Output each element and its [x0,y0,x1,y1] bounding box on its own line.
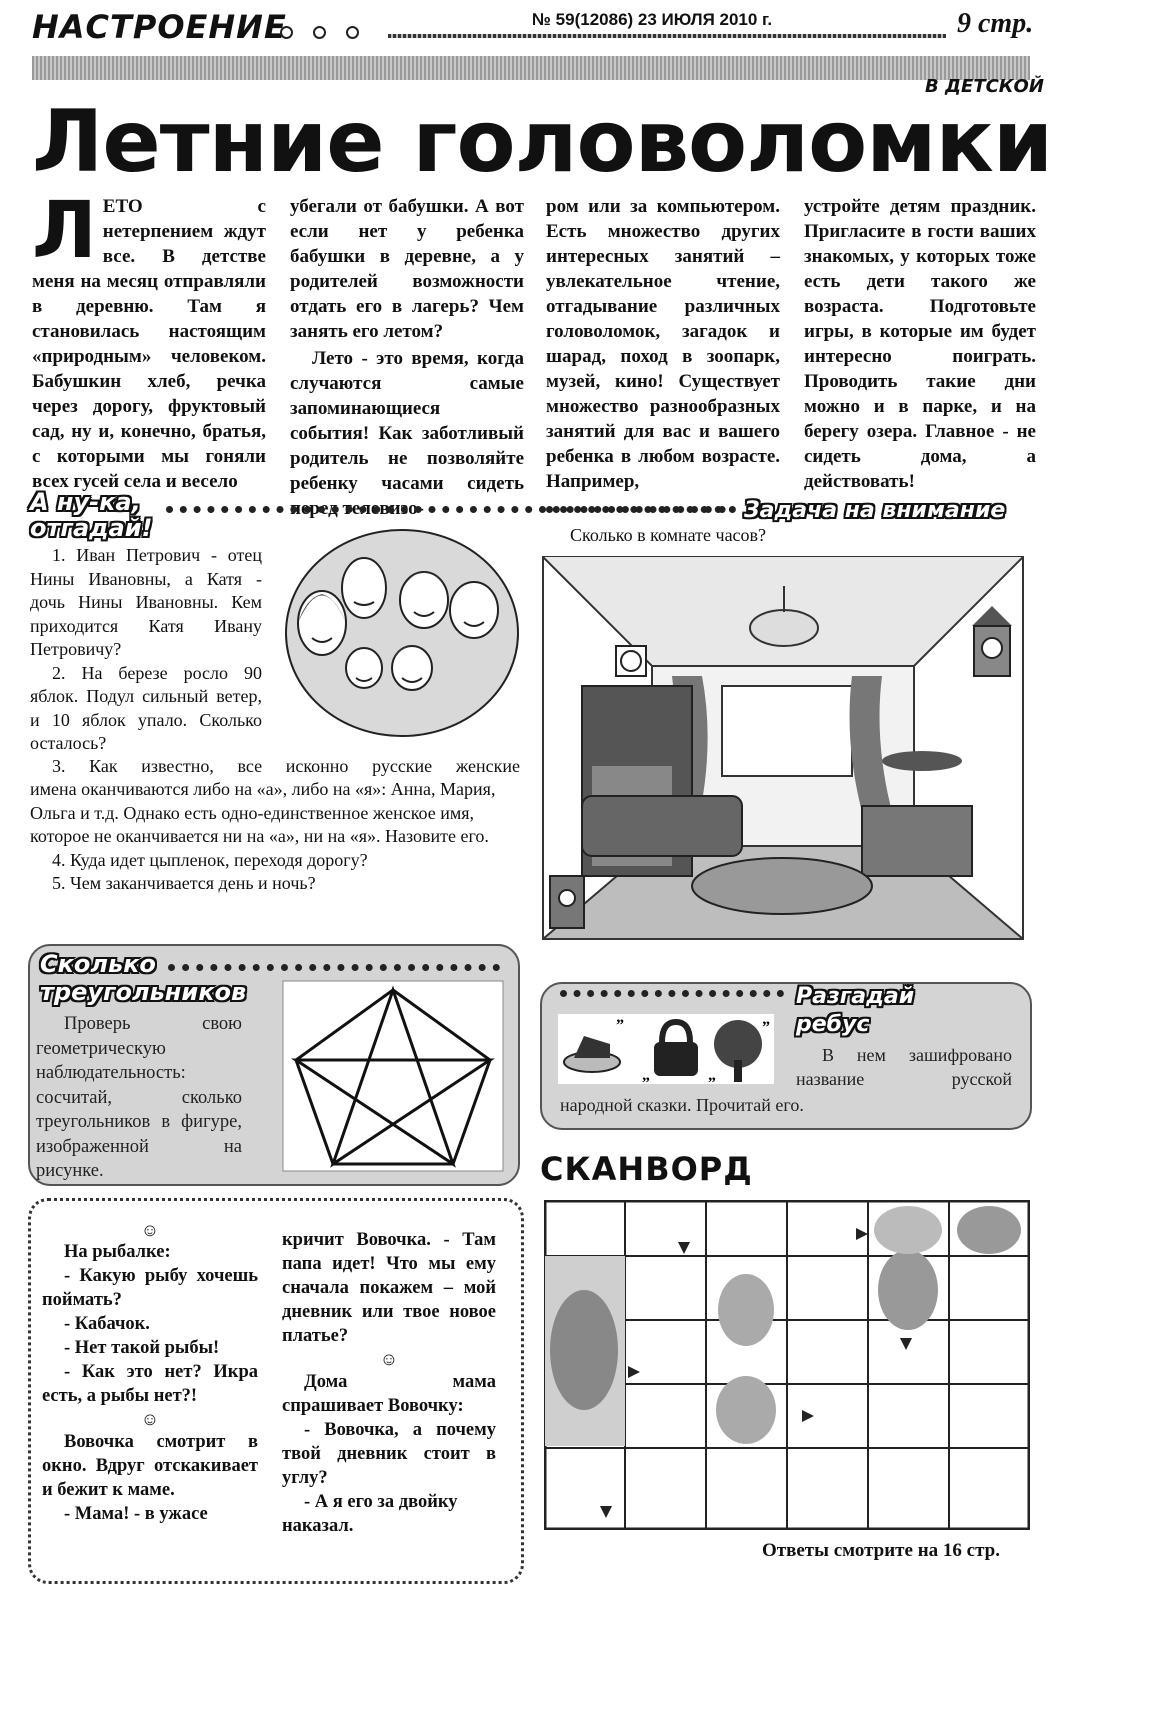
rebus-title-line1: Разгадай [796,984,915,1009]
article-column-4 [804,194,1036,494]
triangles-dots [168,964,500,971]
joke-line: Вовочка смотрит в окно. Вдруг отскакивает и бежит к маме. [42,1432,258,1500]
quiz-title-line2: отгадай! [30,514,153,542]
joke-line: - Нет такой рыбы! [64,1338,220,1358]
scanword-grid [544,1200,1030,1530]
scanword-answers: Ответы смотрите на 16 стр. [762,1540,1000,1561]
rebus-pictures [558,1014,774,1084]
article-paragraph: ЕТО с нетерпением ждут все. В детстве меня на месяц отправляли в деревню. Там я становилась настоящим «природным» человеком. Бабушкин хлеб, речка через дорогу, фруктовый сад, ну и, конечно, братья, с которыми мы гоняли всех гусей села и весело [32,196,266,492]
page-number: 9 стр. [957,8,1034,39]
smile-icon: ☺ [379,1349,399,1369]
family-illustration [284,528,520,738]
svg-text:”: ” [616,1017,624,1034]
rebus-title-line2: ребус [796,1012,870,1037]
section-dots [280,26,360,44]
attention-dots [546,506,736,513]
article-title: Летние головоломки [32,92,1053,192]
issue-info: № 59(12086) 23 ИЮЛЯ 2010 г. [532,10,773,29]
joke-line: Дома мама спрашивает Вовочку: [282,1372,496,1416]
svg-text:”: ” [762,1019,770,1036]
joke-line: - Как это нет? Икра есть, а рыбы нет?! [42,1362,258,1406]
header-band [32,56,1030,80]
joke-line: - Мама! - в ужасе [64,1504,208,1524]
section-title: НАСТРОЕНИЕ [32,8,287,46]
quiz-question-text: 1. Иван Петрович - отец Нины Ивановны, а Катя - дочь Нины Ивановны. Кем приходится Катя Ивану Петровичу? [30,545,262,659]
drop-cap: Л [32,186,97,276]
article-paragraph: Лето - это время, когда случаются самые запоминающиеся события! Как заботливый родитель не позволяйте ребенку часами сидеть перед телевизо- [290,348,524,519]
article-column-2 [290,194,524,521]
triangles-title-line2: треугольников [40,978,247,1006]
article-paragraph: убегали от бабушки. А вот если нет у ребенка бабушки в деревне, а у родителей возможности отдать его в лагерь? Чем занять его летом? [290,196,524,342]
joke-line: - А я его за двойку наказал. [282,1492,458,1536]
pentagram-figure [282,980,504,1172]
joke-line: кричит Вовочка. - Там папа идет! Что мы ему сначала покажем – мой дневник или твое новое платье? [282,1230,496,1346]
header-rule [388,34,946,38]
jokes-column-2 [282,1228,496,1538]
rebus-text-a: В нем зашифровано название русской [796,1045,1012,1089]
attention-question: Сколько в комнате часов? [570,525,767,545]
rubric-label: В ДЕТСКОЙ [925,76,1044,97]
joke-line: - Какую рыбу хочешь поймать? [42,1266,258,1310]
joke-line: - Вовочка, а почему твой дневник стоит в углу? [282,1420,496,1488]
smile-icon: ☺ [140,1409,160,1429]
joke-line: На рыбалке: [64,1242,171,1262]
triangles-text: Проверь свою геометрическую наблюдательность: сосчитай, сколько треугольников в фигуре, изображенной на рисунке. [36,1014,242,1181]
joke-line: - Кабачок. [64,1314,150,1334]
quiz-question-rest [30,778,520,896]
article-column-3 [546,194,780,494]
rebus-text-b: народной сказки. Прочитай его. [560,1095,804,1115]
article-paragraph: ром или за компьютером. Есть множество других интересных занятий – увлекательное чтение, отгадывание различных головоломок, загадок и шарад, поход в зоопарк, музей, кино! Существует множество разнообразных занятий для вас и вашего ребенка в любом возрасте. Например, [546,196,780,492]
rebus-dots [560,990,784,997]
quiz-question-text: имена оканчиваются либо на «а», либо на «я»: Анна, Мария, Ольга и т.д. Однако есть одно-единственное женское имя, которое не оканчивается ни на «а», ни на «я». Назовите его. [30,779,496,846]
room-illustration [542,556,1024,940]
smile-icon: ☺ [140,1220,160,1240]
quiz-question-3a: 3. Как известно, все исконно русские женские [52,756,520,776]
scanword-title: СКАНВОРД [540,1150,753,1188]
quiz-question-text: 4. Куда идет цыпленок, переходя дорогу? [52,849,368,870]
jokes-column-1 [42,1220,258,1526]
quiz-question-text: 5. Чем заканчивается день и ночь? [52,873,316,893]
triangles-title-line1: Сколько [40,950,156,978]
svg-text:„: „ [642,1067,650,1084]
svg-text:„: „ [708,1067,716,1084]
quiz-question-1 [30,544,262,756]
quiz-title-line1: А ну-ка, [30,488,141,516]
article-column-1 [32,186,266,494]
attention-title: Задача на внимание [744,498,1006,523]
quiz-question-text: 2. На березе росло 90 яблок. Подул сильный ветер, и 10 яблок упало. Сколько осталось? [30,662,262,753]
article-paragraph: устройте детям праздник. Пригласите в гости ваших знакомых, у которых тоже есть дети такого же возраста. Подготовьте игры, в которые им будет интересно поиграть. Проводить такие дни можно и в парке, и на берегу озера. Главное - не сидеть дома, а действовать! [804,196,1036,492]
